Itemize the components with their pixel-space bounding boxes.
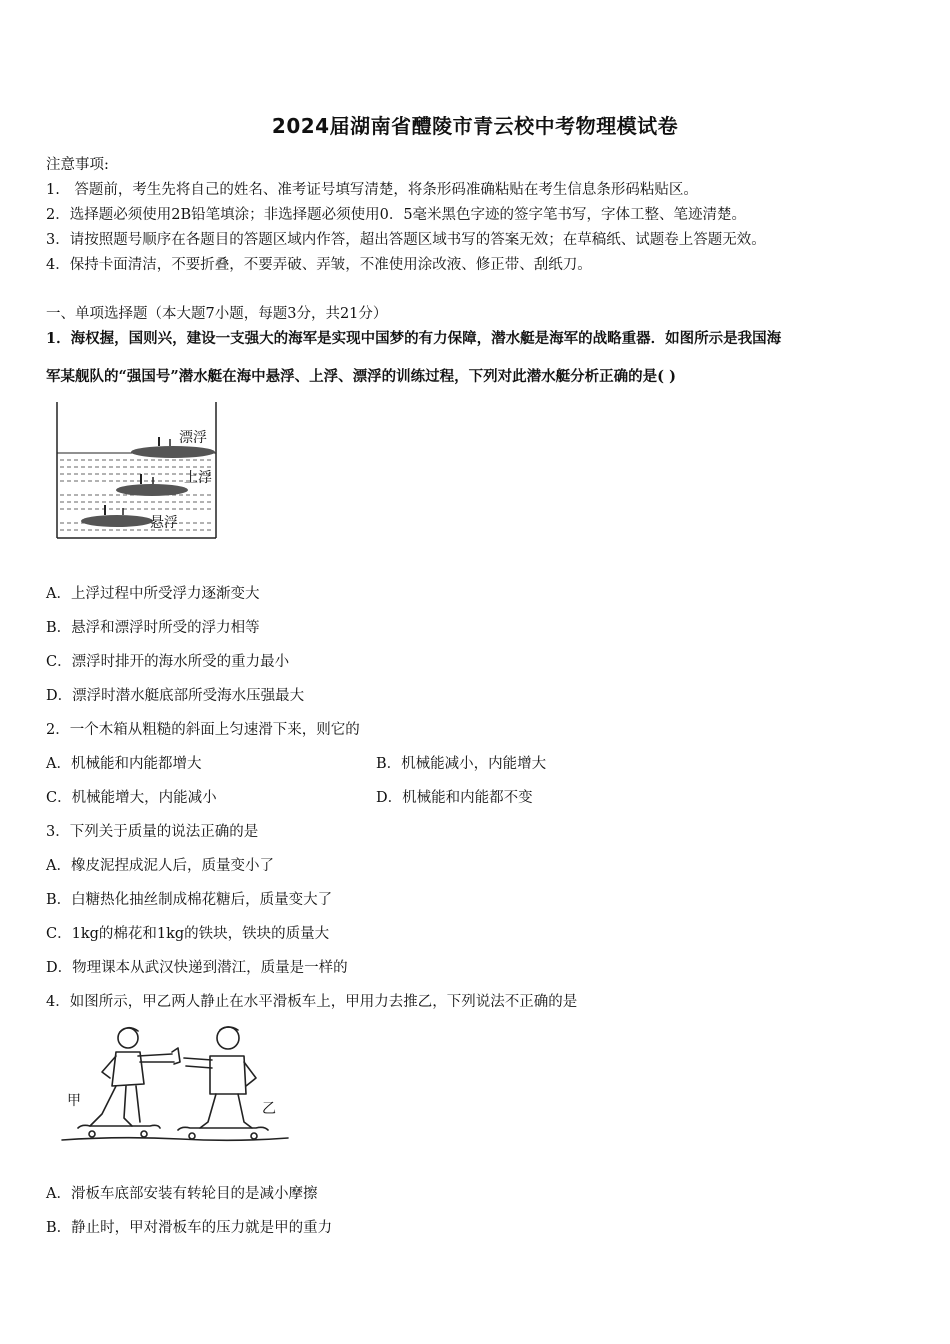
label-suspended: 悬浮: [150, 515, 178, 531]
q4-option-b: B．静止时，甲对滑板车的压力就是甲的重力: [46, 1220, 333, 1236]
section-heading: 一、单项选择题（本大题7小题，每题3分，共21分）: [46, 306, 388, 322]
q2-option-c: C．机械能增大，内能减小: [46, 790, 217, 806]
skateboard-figure: [60, 1022, 290, 1147]
q1-stem-line2: 军某舰队的“强国号”潜水艇在海中悬浮、上浮、漂浮的训练过程，下列对此潜水艇分析正确的是( ): [46, 368, 676, 385]
q3-option-d: D．物理课本从武汉快递到潜江，质量是一样的: [46, 960, 348, 976]
notice-item-1: 1. 答题前，考生先将自己的姓名、准考证号填写清楚，将条形码准确粘贴在考生信息条形码粘贴区。: [46, 182, 698, 198]
notice-item-4: 4．保持卡面清洁，不要折叠，不要弄破、弄皱，不准使用涂改液、修正带、刮纸刀。: [46, 257, 592, 273]
q1-option-d: D．漂浮时潜水艇底部所受海水压强最大: [46, 688, 305, 704]
q1-option-a: A．上浮过程中所受浮力逐渐变大: [46, 586, 260, 602]
label-floating: 漂浮: [179, 430, 207, 446]
q3-option-b: B．白糖热化抽丝制成棉花糖后，质量变大了: [46, 892, 333, 908]
q1-option-b: B．悬浮和漂浮时所受的浮力相等: [46, 620, 260, 636]
q2-option-b: B．机械能减小，内能增大: [376, 756, 547, 772]
label-yi: 乙: [262, 1101, 276, 1117]
q4-stem: 4．如图所示，甲乙两人静止在水平滑板车上，甲用力去推乙，下列说法不正确的是: [46, 994, 578, 1010]
notice-item-3: 3．请按照题号顺序在各题目的答题区域内作答，超出答题区域书写的答案无效；在草稿纸、试题卷上答题无效。: [46, 232, 766, 248]
q2-stem: 2．一个木箱从粗糙的斜面上匀速滑下来，则它的: [46, 722, 360, 738]
page-title: 2024届湖南省醴陵市青云校中考物理模试卷: [271, 114, 679, 138]
q1-stem-line1: 1．海权握，国则兴，建设一支强大的海军是实现中国梦的有力保障，潜水艇是海军的战略重器．如图所示是我国海: [46, 330, 782, 347]
notice-heading: 注意事项:: [46, 157, 109, 173]
q3-option-c: C．1kg的棉花和1kg的铁块，铁块的质量大: [46, 926, 330, 942]
q2-option-d: D．机械能和内能都不变: [376, 790, 533, 806]
q3-stem: 3．下列关于质量的说法正确的是: [46, 824, 259, 840]
q3-option-a: A．橡皮泥捏成泥人后，质量变小了: [46, 858, 274, 874]
label-jia: 甲: [67, 1093, 81, 1109]
notice-item-2: 2．选择题必须使用2B铅笔填涂；非选择题必须使用0．5毫米黑色字迹的签字笔书写，字体工整、笔迹清楚。: [46, 207, 747, 223]
q2-option-a: A．机械能和内能都增大: [46, 756, 202, 772]
q1-option-c: C．漂浮时排开的海水所受的重力最小: [46, 654, 290, 670]
label-rising: 上浮: [184, 470, 212, 486]
q4-option-a: A．滑板车底部安装有转轮目的是减小摩擦: [46, 1186, 318, 1202]
